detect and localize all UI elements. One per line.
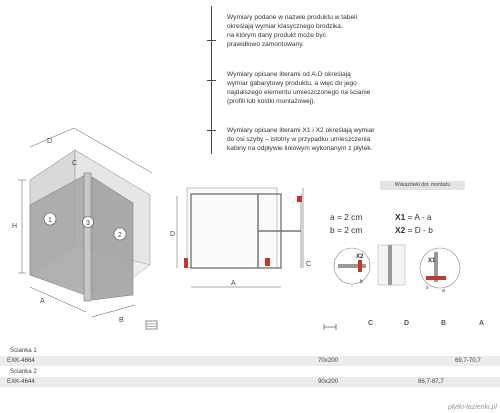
detail-label-x2: X2 bbox=[356, 254, 364, 260]
dim-b-line bbox=[92, 305, 135, 317]
label-panel-1: 1 bbox=[48, 217, 52, 224]
legend-eq-b: b = 2 cm bbox=[330, 225, 363, 235]
watermark: płytki-łazienki.pl bbox=[447, 404, 497, 411]
note-tick bbox=[207, 80, 216, 81]
header-d: D bbox=[404, 320, 410, 327]
width-arrows-icon bbox=[323, 323, 337, 331]
note-paragraph-3: Wymiary opisane literami X1 i X2 określają wymiar do osi szyby – istotny w przypadku umieszczenia kabiny na odpływie liniowym wykonanym z płytek. bbox=[227, 127, 375, 152]
label-panel-3: 3 bbox=[86, 220, 90, 227]
row-name: EXK-4644 bbox=[7, 378, 35, 385]
shower-tray-icon bbox=[145, 319, 159, 331]
plan-marker bbox=[265, 258, 270, 266]
legend-x1-value: = A - a bbox=[405, 212, 432, 222]
legend-x1-key: X1 bbox=[395, 212, 406, 222]
row-size: 90x200 bbox=[318, 378, 338, 385]
row-name: EXK-4664 bbox=[7, 357, 35, 364]
plan-view-diagram bbox=[163, 186, 323, 296]
plan-label-c: C bbox=[306, 261, 312, 268]
table-row bbox=[0, 367, 500, 377]
corner-post bbox=[84, 173, 91, 301]
label-h: H bbox=[12, 223, 18, 230]
detail-glass-v bbox=[388, 245, 392, 285]
row-value: 86,7-87,7 bbox=[418, 378, 444, 385]
instruction-note bbox=[201, 6, 491, 174]
label-d: D bbox=[47, 138, 53, 145]
label-c: C bbox=[72, 160, 78, 167]
legend-eq-x1 bbox=[395, 212, 432, 222]
note-paragraph-2: Wymiary opisane literami od A-D określają wymiar gabarytowy produktu, a więc do jego najdalszego elementu umieszczonego na ścianie (profili lub kostki montażowej). bbox=[227, 71, 371, 105]
header-a: A bbox=[479, 320, 485, 327]
legend-eq-x2 bbox=[395, 225, 433, 235]
row-name: Scianka 1 bbox=[10, 347, 37, 354]
header-c: C bbox=[368, 320, 374, 327]
detail-marker bbox=[358, 260, 362, 272]
legend-x2-key: X2 bbox=[395, 225, 406, 235]
plan-label-d: D bbox=[170, 231, 176, 238]
detail-marker bbox=[426, 276, 446, 280]
note-paragraph-1: Wymiary podane w nazwie produktu w tabeli określają wymiar klasycznego brodzika, na którym dany produkt może być prawidłowo zamontowany. bbox=[227, 14, 358, 48]
plan-marker bbox=[184, 258, 188, 268]
header-b: B bbox=[441, 320, 447, 327]
table-row bbox=[0, 377, 500, 387]
mounting-detail-diagram bbox=[330, 242, 480, 300]
detail-label-x: x bbox=[426, 285, 429, 291]
note-tick bbox=[207, 40, 216, 41]
label-a: A bbox=[40, 298, 45, 305]
detail-label-a: a bbox=[442, 288, 445, 294]
detail-label-x1: X1 bbox=[428, 258, 436, 264]
mounting-legend-title: Wskazówki dot. montażu bbox=[380, 181, 465, 190]
row-name: Scianka 2 bbox=[10, 368, 37, 375]
row-size: 70x200 bbox=[318, 357, 338, 364]
legend-x2-value: = D - b bbox=[405, 225, 433, 235]
note-tick bbox=[207, 130, 216, 131]
row-value: 69,7-70,7 bbox=[455, 357, 481, 364]
plan-marker bbox=[297, 196, 302, 202]
detail-circle-x1 bbox=[420, 248, 460, 288]
detail-label-b: b bbox=[360, 279, 363, 285]
table-row bbox=[0, 356, 500, 366]
plan-area bbox=[187, 188, 277, 268]
label-panel-2: 2 bbox=[118, 232, 122, 239]
legend-eq-a: a = 2 cm bbox=[330, 212, 363, 222]
plan-label-a: A bbox=[231, 280, 236, 287]
table-row bbox=[0, 346, 500, 356]
label-b: B bbox=[119, 317, 124, 324]
